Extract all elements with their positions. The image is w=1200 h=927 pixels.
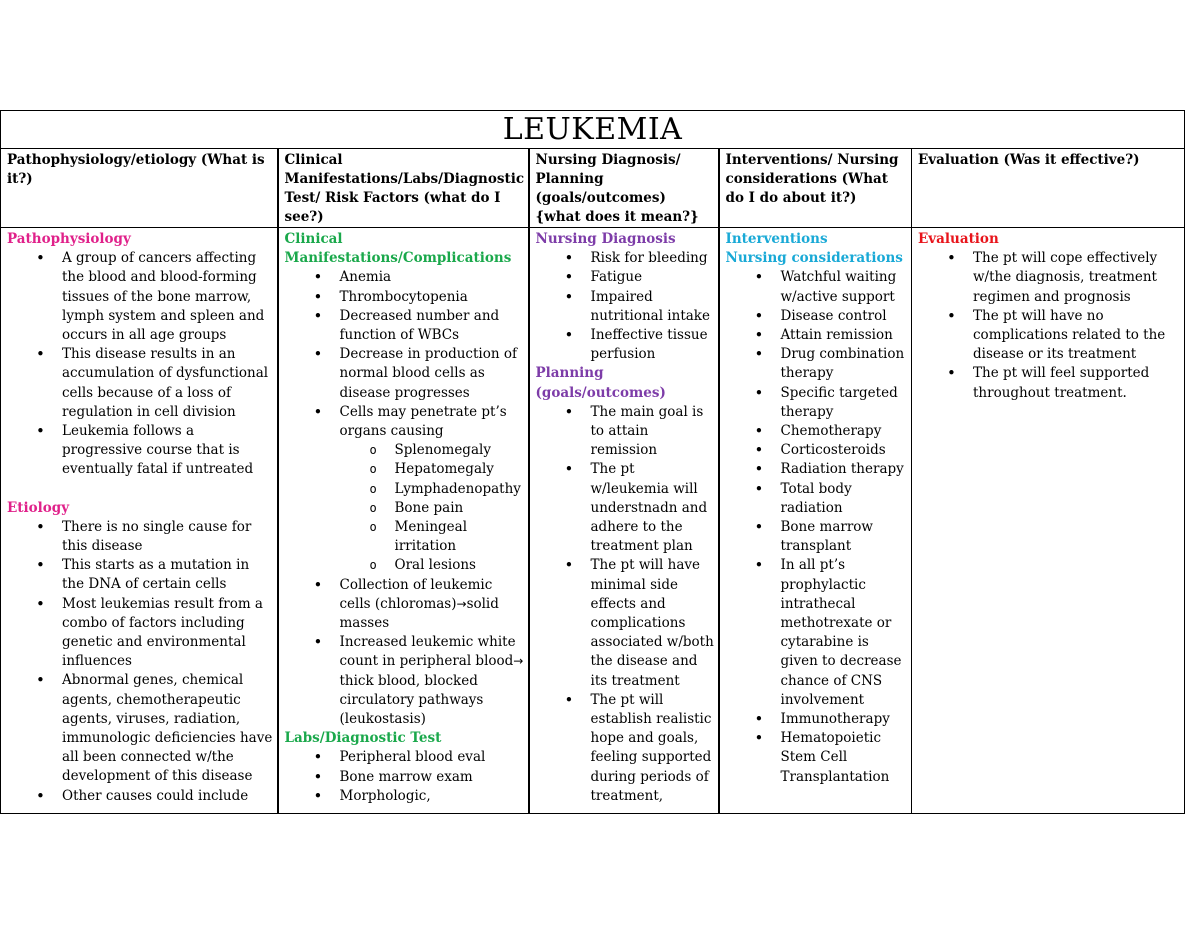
list-item: • Total body radiation — [781, 480, 910, 518]
list-item: • The pt will have no complications related to the disease or its treatment — [973, 307, 1182, 365]
sub-list-item: o Splenomegaly — [395, 441, 526, 460]
section-heading-clinical: Clinical Manifestations/Complications — [284, 231, 512, 267]
wbc-text: Increased leukemic white count in peripheral blood — [339, 634, 516, 670]
column-interventions — [719, 228, 912, 814]
header-interventions: Interventions/ Nursing considerations (What do I do about it?) — [719, 149, 912, 228]
sub-list-item: o Oral lesions — [395, 556, 526, 575]
section-heading-labs: Labs/Diagnostic Test — [284, 730, 442, 747]
list-item: • Leukemia follows a progressive course that is eventually fatal if untreated — [62, 422, 275, 480]
list-item: • In all pt’s prophylactic intrathecal methotrexate or cytarabine is given to decrease chance of CNS involvement — [781, 556, 910, 710]
header-nursing-diagnosis: Nursing Diagnosis/ Planning (goals/outcomes) {what does it mean?} — [529, 149, 719, 228]
list-item: • Other causes could include — [62, 787, 275, 806]
list-item: • Radiation therapy — [781, 460, 910, 479]
list-item-text: Cells may penetrate pt’s organs causing — [339, 403, 507, 440]
list-item: • Risk for bleeding — [591, 249, 716, 268]
header-evaluation: Evaluation (Was it effective?) — [912, 149, 1185, 228]
list-item: • Immunotherapy — [781, 710, 910, 729]
sub-list-item: o Meningeal irritation — [395, 518, 526, 556]
list-item: • Attain remission — [781, 326, 910, 345]
list-item: • Disease control — [781, 307, 910, 326]
header-clinical: Clinical Manifestations/Labs/Diagnostic Test/ Risk Factors (what do I see?) — [278, 149, 529, 228]
list-item — [340, 403, 526, 576]
list-item: • Morphologic, — [340, 787, 526, 806]
list-item: • Fatigue — [591, 268, 716, 287]
section-heading-nursing-diagnosis: Nursing Diagnosis — [535, 231, 676, 247]
list-labs — [285, 748, 526, 806]
list-etiology — [7, 518, 275, 806]
arrow-right-icon: → — [513, 654, 524, 669]
list-nursing-diagnosis — [536, 249, 716, 364]
list-item: • Bone marrow transplant — [781, 518, 910, 556]
list-item: • Abnormal genes, chemical agents, chemotherapeutic agents, viruses, radiation, immunologic deficiencies have all been connected w/the development of this disease — [62, 671, 275, 786]
list-item: • Decrease in production of normal blood cells as disease progresses — [340, 345, 526, 403]
list-item: • Decreased number and function of WBCs — [340, 307, 526, 345]
list-item: • Chemotherapy — [781, 422, 910, 441]
list-item: • Hematopoietic Stem Cell Transplantation — [781, 729, 910, 787]
list-evaluation — [918, 249, 1182, 403]
list-item: • There is no single cause for this disease — [62, 518, 275, 556]
care-plan-table — [0, 110, 1185, 814]
list-item: • Impaired nutritional intake — [591, 288, 716, 326]
header-pathophysiology: Pathophysiology/etiology (What is it?) — [1, 149, 278, 228]
section-heading-interventions: Interventions — [725, 231, 828, 247]
list-item: • Thrombocytopenia — [340, 288, 526, 307]
list-item: • Drug combination therapy — [781, 345, 910, 383]
list-item: • The pt will establish realistic hope and goals, feeling supported during periods of treatment, — [591, 691, 716, 806]
list-pathophysiology — [7, 249, 275, 479]
chloromas-text: Collection of leukemic cells (chloromas) — [339, 576, 493, 612]
list-item — [340, 633, 526, 729]
list-item: • A group of cancers affecting the blood and blood-forming tissues of the bone marrow, lymph system and spleen and occurs in all age groups — [62, 249, 275, 345]
list-item: • This starts as a mutation in the DNA of certain cells — [62, 556, 275, 594]
section-heading-nursing-considerations: Nursing considerations — [725, 250, 903, 267]
sub-list-item: o Lymphadenopathy — [395, 480, 526, 499]
section-heading-etiology: Etiology — [7, 499, 70, 516]
sub-list-item: o Hepatomegaly — [395, 460, 526, 479]
sub-list-item: o Bone pain — [395, 499, 526, 518]
arrow-right-icon: → — [456, 596, 467, 611]
list-item: • The main goal is to attain remission — [591, 403, 716, 461]
list-clinical — [285, 268, 526, 729]
list-item: • The pt will have minimal side effects and complications associated w/both the disease and its treatment — [591, 556, 716, 690]
section-heading-evaluation: Evaluation — [918, 231, 999, 247]
section-heading-planning: Planning (goals/outcomes) — [535, 365, 666, 401]
section-heading-pathophysiology: Pathophysiology — [7, 231, 131, 247]
list-interventions — [726, 268, 910, 786]
list-item: • Bone marrow exam — [340, 768, 526, 787]
list-item: • Ineffective tissue perfusion — [591, 326, 716, 364]
list-item: • This disease results in an accumulation of dysfunctional cells because of a loss of regulation in cell division — [62, 345, 275, 422]
list-item: • The pt w/leukemia will understnadn and adhere to the treatment plan — [591, 460, 716, 556]
leukemia-care-plan — [0, 110, 1184, 814]
column-evaluation — [912, 228, 1185, 814]
list-item: • Anemia — [340, 268, 526, 287]
list-item: • Most leukemias result from a combo of factors including genetic and environmental influences — [62, 595, 275, 672]
list-planning — [536, 403, 716, 806]
column-clinical — [278, 228, 529, 814]
list-item: • Specific targeted therapy — [781, 384, 910, 422]
page-title: LEUKEMIA — [1, 111, 1185, 149]
list-item: • The pt will feel supported throughout treatment. — [973, 364, 1182, 402]
list-item — [340, 576, 526, 634]
list-item: • Corticosteroids — [781, 441, 910, 460]
list-item: • The pt will cope effectively w/the diagnosis, treatment regimen and prognosis — [973, 249, 1182, 307]
list-organ-effects — [340, 441, 526, 575]
list-item: • Peripheral blood eval — [340, 748, 526, 767]
chloromas-result: solid masses — [339, 595, 499, 632]
column-pathophysiology — [1, 228, 278, 814]
wbc-result: thick blood, blocked circulatory pathways (leukostasis) — [339, 672, 484, 728]
list-item: • Watchful waiting w/active support — [781, 268, 910, 306]
column-nursing-diagnosis — [529, 228, 719, 814]
